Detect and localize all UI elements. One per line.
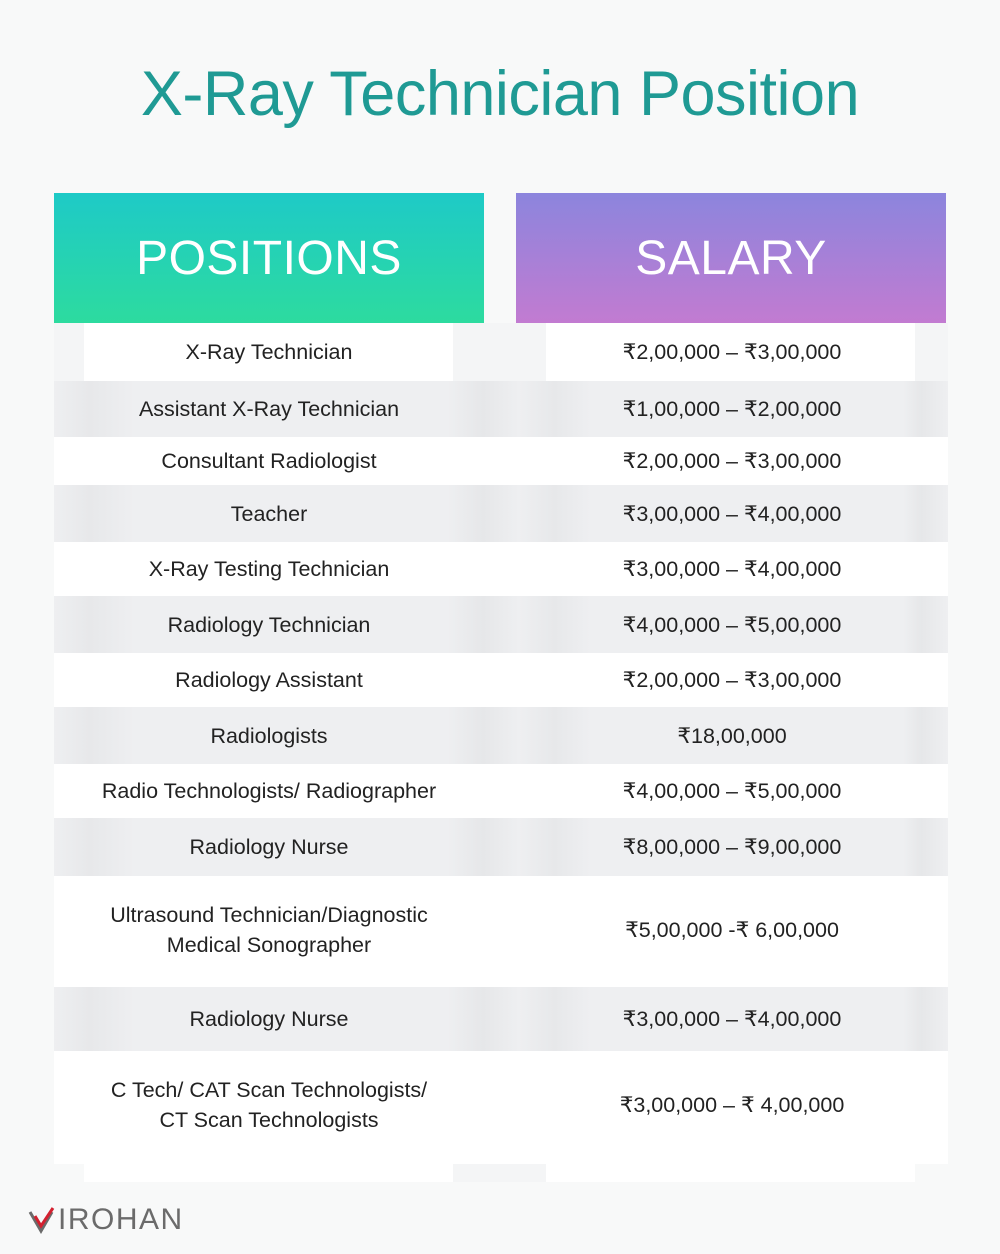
table-row [54, 1051, 948, 1164]
position-cell: Consultant Radiologist [161, 449, 377, 473]
salary-cell: ₹3,00,000 – ₹4,00,000 [622, 557, 842, 581]
salary-table [54, 323, 948, 1164]
position-cell: X-Ray Testing Technician [148, 557, 390, 581]
position-line-2: Medical Sonographer [166, 933, 372, 957]
salary-cell: ₹1,00,000 – ₹2,00,000 [622, 397, 842, 421]
position-cell: Assistant X-Ray Technician [138, 397, 400, 421]
salary-cell: ₹3,00,000 – ₹ 4,00,000 [619, 1093, 845, 1117]
column-gap [484, 381, 516, 437]
column-gap [484, 485, 516, 542]
salary-cell: ₹2,00,000 – ₹3,00,000 [622, 668, 842, 692]
salary-header-label: SALARY [635, 231, 827, 285]
page-title: X-Ray Technician Position [140, 59, 860, 129]
position-cell: Radio Technologists/ Radiographer [101, 779, 437, 803]
virohan-logo [28, 1203, 184, 1237]
column-gap [484, 437, 516, 485]
column-gap [484, 764, 516, 818]
position-cell: Radiology Nurse [189, 835, 349, 859]
salary-cell: ₹8,00,000 – ₹9,00,000 [622, 835, 842, 859]
salary-cell: ₹5,00,000 -₹ 6,00,000 [625, 918, 839, 942]
column-gap [484, 596, 516, 653]
position-line-1: Ultrasound Technician/Diagnostic [110, 903, 428, 927]
table-row [54, 596, 948, 653]
salary-cell: ₹3,00,000 – ₹4,00,000 [622, 1007, 842, 1031]
column-gap [484, 1051, 516, 1164]
positions-header-label: POSITIONS [136, 231, 402, 285]
table-row [54, 876, 948, 987]
column-gap [484, 987, 516, 1051]
salary-cell: ₹4,00,000 – ₹5,00,000 [622, 779, 842, 803]
position-cell: Radiology Technician [167, 612, 371, 637]
column-gap [484, 653, 516, 707]
position-cell [54, 1051, 484, 1164]
column-gap [484, 876, 516, 987]
brand-name: IROHAN [58, 1203, 184, 1236]
position-cell: Radiology Nurse [189, 1007, 349, 1031]
salary-cell: ₹2,00,000 – ₹3,00,000 [622, 340, 842, 364]
table-row [54, 485, 948, 542]
salary-cell: ₹4,00,000 – ₹5,00,000 [622, 612, 842, 637]
table-row [54, 764, 948, 818]
table-row [54, 707, 948, 764]
salary-cell: ₹18,00,000 [677, 723, 787, 748]
table-row [54, 818, 948, 876]
positions-header [54, 193, 484, 323]
position-cell: Radiology Assistant [175, 668, 363, 692]
table-row [54, 653, 948, 707]
position-cell: Teacher [230, 501, 308, 526]
position-line-2: CT Scan Technologists [159, 1108, 379, 1132]
salary-cell: ₹2,00,000 – ₹3,00,000 [622, 449, 842, 473]
position-cell: X-Ray Technician [185, 340, 353, 364]
column-gap [484, 542, 516, 596]
table-row [54, 381, 948, 437]
table-row [54, 437, 948, 485]
position-cell: Radiologists [210, 723, 328, 748]
table-row [54, 987, 948, 1051]
salary-cell: ₹3,00,000 – ₹4,00,000 [622, 501, 842, 526]
position-line-1: C Tech/ CAT Scan Technologists/ [110, 1078, 428, 1102]
position-cell [54, 876, 484, 987]
salary-header [516, 193, 946, 323]
column-gap [484, 818, 516, 876]
check-v-icon [28, 1206, 56, 1234]
table-row [54, 542, 948, 596]
table-row [54, 323, 948, 381]
column-gap [484, 707, 516, 764]
column-gap [484, 323, 516, 381]
table-bottom-edge [84, 1164, 915, 1182]
